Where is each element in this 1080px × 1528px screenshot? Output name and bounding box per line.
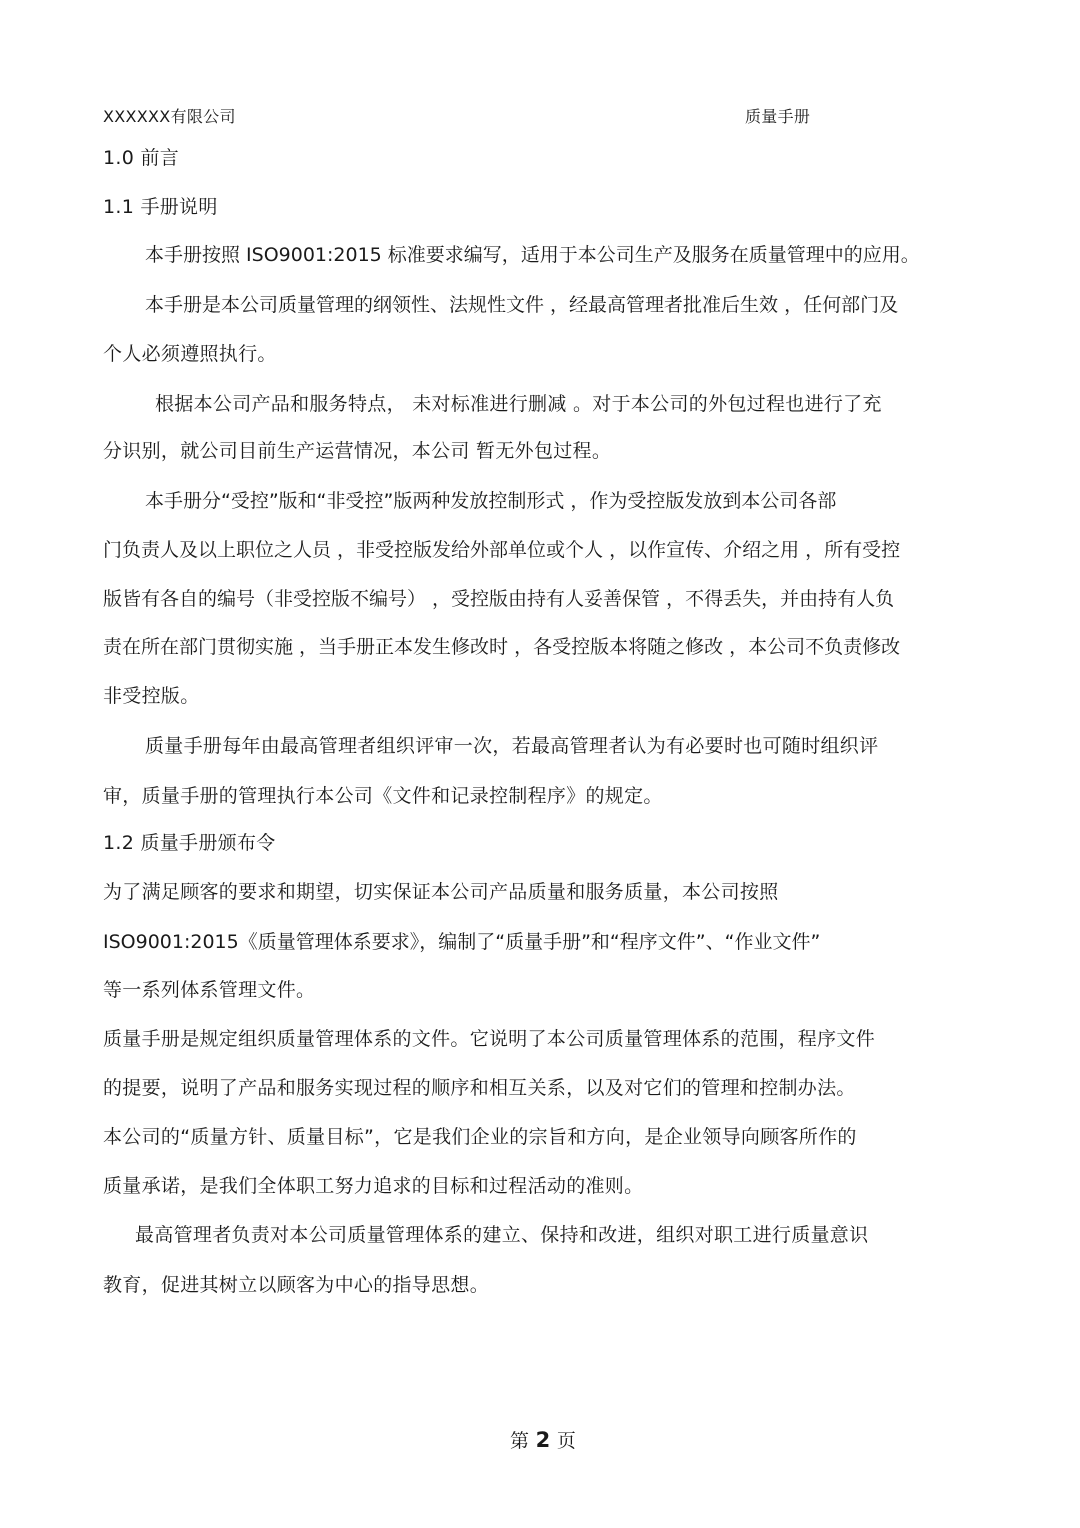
- page-number-suffix: 页: [550, 1430, 577, 1452]
- paragraph-line: 根据本公司产品和服务特点， 未对标准进行删减 。对于本公司的外包过程也进行了充: [155, 393, 882, 415]
- paragraph-line: 版皆有各自的编号（非受控版不编号） ，受控版由持有人妥善保管 ，不得丢失，并由持有人负: [103, 588, 895, 610]
- document-title: 质量手册: [745, 107, 811, 126]
- paragraph-line: 非受控版。: [103, 685, 200, 707]
- paragraph-line: 等一系列体系管理文件。: [103, 979, 316, 1001]
- paragraph-line: 质量手册是规定组织质量管理体系的文件。它说明了本公司质量管理体系的范围，程序文件: [103, 1028, 876, 1050]
- paragraph-line: 个人必须遵照执行。: [103, 343, 277, 365]
- paragraph-line: 最高管理者负责对本公司质量管理体系的建立、保持和改进，组织对职工进行质量意识: [135, 1224, 869, 1246]
- paragraph-line: 本公司的“质量方针、质量目标”，它是我们企业的宗旨和方向，是企业领导向顾客所作的: [103, 1126, 857, 1148]
- paragraph-line: 本手册是本公司质量管理的纲领性、法规性文件 ，经最高管理者批准后生效 ，任何部门及: [145, 294, 899, 316]
- paragraph-line: 分识别，就公司目前生产运营情况，本公司 暂无外包过程。: [103, 440, 612, 462]
- paragraph-line: 本手册分“受控”版和“非受控”版两种发放控制形式 ，作为受控版发放到本公司各部: [145, 490, 837, 512]
- paragraph-line: 质量手册每年由最高管理者组织评审一次，若最高管理者认为有必要时也可随时组织评: [145, 735, 879, 757]
- paragraph-line: 责在所在部门贯彻实施 ，当手册正本发生修改时 ，各受控版本将随之修改 ，本公司不负责修改: [103, 636, 901, 658]
- page-number: 2: [535, 1428, 551, 1452]
- company-name: XXXXXX有限公司: [103, 107, 236, 126]
- paragraph-line: 本手册按照 ISO9001:2015 标准要求编写，适用于本公司生产及服务在质量管理中的应用。: [145, 244, 920, 266]
- paragraph-line: 教育，促进其树立以顾客为中心的指导思想。: [103, 1274, 490, 1296]
- section-heading-1-0: 1.0 前言: [103, 147, 180, 169]
- paragraph-line: 为了满足顾客的要求和期望，切实保证本公司产品质量和服务质量，本公司按照: [103, 881, 779, 903]
- page-number-prefix: 第: [510, 1430, 536, 1452]
- paragraph-line: 质量承诺，是我们全体职工努力追求的目标和过程活动的准则。: [103, 1175, 644, 1197]
- section-heading-1-1: 1.1 手册说明: [103, 196, 218, 218]
- page-number-footer: [510, 1427, 576, 1454]
- paragraph-line: 审，质量手册的管理执行本公司《文件和记录控制程序》的规定。: [103, 785, 663, 807]
- paragraph-line: 门负责人及以上职位之人员 ，非受控版发给外部单位或个人 ，以作宣传、介绍之用 ，所有受控: [103, 539, 901, 561]
- paragraph-line: ISO9001:2015《质量管理体系要求》，编制了“质量手册”和“程序文件”、“作业文件”: [103, 931, 821, 953]
- section-heading-1-2: 1.2 质量手册颁布令: [103, 832, 276, 854]
- paragraph-line: 的提要，说明了产品和服务实现过程的顺序和相互关系，以及对它们的管理和控制办法。: [103, 1077, 856, 1099]
